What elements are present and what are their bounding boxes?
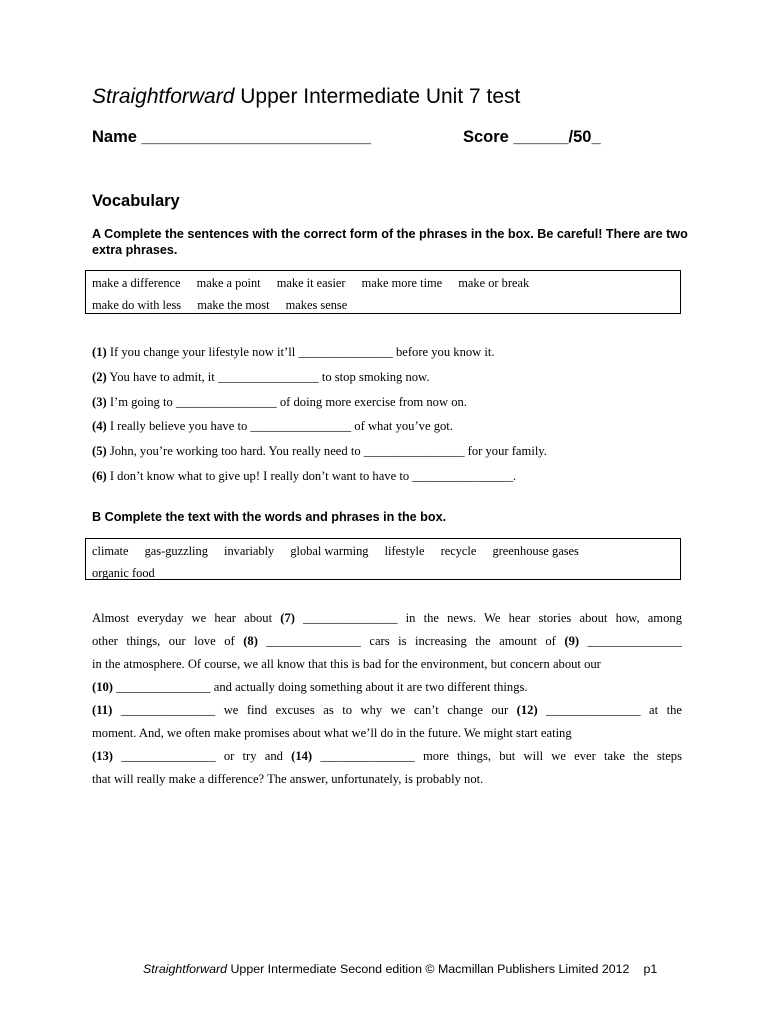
title-series-name: Straightforward <box>92 85 235 108</box>
title-text: Upper Intermediate Unit 7 test <box>234 85 521 108</box>
question-number: (4) <box>92 419 107 433</box>
passage-text: _______________ <box>579 634 683 648</box>
page-title <box>92 85 520 109</box>
passage-line <box>92 771 682 794</box>
gap-number: (11) <box>92 703 113 717</box>
word-item: global warming <box>290 544 369 558</box>
question-item <box>92 468 516 484</box>
question-text: If you change your lifestyle now it’ll _______________ before you know it. <box>106 345 495 359</box>
question-item <box>92 394 467 410</box>
passage-text: _______________ cars is increasing the amount of <box>257 634 565 648</box>
question-number: (2) <box>92 370 107 384</box>
part-a-instruction: A Complete the sentences with the correct form of the phrases in the box. Be careful! There are two extra phrases. <box>92 227 688 257</box>
gap-number: (7) <box>280 611 295 625</box>
passage-text: _______________ in the news. We hear stories about how, among <box>294 611 682 625</box>
passage-line <box>92 656 682 679</box>
question-number: (3) <box>92 395 107 409</box>
passage-line <box>92 679 682 702</box>
passage-text: that will really make a difference? The answer, unfortunately, is probably not. <box>92 772 484 786</box>
question-item <box>92 443 547 459</box>
word-item: gas-guzzling <box>144 544 208 558</box>
word-item: invariably <box>224 544 275 558</box>
score-field-label: Score ______/50_ <box>463 128 601 146</box>
question-text: You have to admit, it ________________ to stop smoking now. <box>106 370 430 384</box>
part-b-instruction: B Complete the text with the words and phrases in the box. <box>92 510 447 524</box>
passage-text: _______________ more things, but will we ever take the steps <box>312 749 683 763</box>
word-item: climate <box>92 544 129 558</box>
part-b-word-box <box>85 538 681 580</box>
part-a-phrase-box <box>85 270 681 314</box>
name-field-label: Name _________________________ <box>92 128 371 146</box>
phrase-item: make a difference <box>92 276 181 290</box>
footer-copyright: Upper Intermediate Second edition © Macmillan Publishers Limited 2012 <box>227 962 630 976</box>
passage-text: _______________ or try and <box>112 749 292 763</box>
question-number: (6) <box>92 469 107 483</box>
section-heading: Vocabulary <box>92 192 180 210</box>
word-box-line <box>92 541 674 563</box>
passage-line <box>92 633 682 656</box>
question-text: I’m going to ________________ of doing more exercise from now on. <box>106 395 467 409</box>
passage-text: in the atmosphere. Of course, we all know that this is bad for the environment, but concern about our <box>92 657 601 671</box>
passage-text: other things, our love of <box>92 634 244 648</box>
phrase-item: make it easier <box>276 276 346 290</box>
phrase-item: make do with less <box>92 298 182 312</box>
phrase-item: make a point <box>196 276 261 290</box>
passage-text: moment. And, we often make promises about what we’ll do in the future. We might start eating <box>92 726 572 740</box>
question-text: I really believe you have to ________________ of what you’ve got. <box>106 419 453 433</box>
phrase-item: make the most <box>197 298 270 312</box>
passage-line <box>92 610 682 633</box>
passage-line <box>92 725 682 748</box>
gap-number: (8) <box>243 634 258 648</box>
cloze-passage <box>92 610 682 794</box>
passage-text: _______________ at the <box>537 703 682 717</box>
footer-series-name: Straightforward <box>143 962 228 976</box>
question-text: John, you’re working too hard. You really need to ________________ for your family. <box>106 444 547 458</box>
passage-text: _______________ we find excuses as to why we can’t change our <box>112 703 517 717</box>
question-number: (1) <box>92 345 107 359</box>
gap-number: (9) <box>564 634 580 648</box>
phrase-item: make more time <box>361 276 443 290</box>
gap-number: (13) <box>92 749 113 763</box>
question-item <box>92 344 495 360</box>
passage-text: _______________ and actually doing something about it are two different things. <box>112 680 528 694</box>
question-number: (5) <box>92 444 107 458</box>
page-footer <box>143 962 657 976</box>
phrase-item: make or break <box>458 276 530 290</box>
gap-number: (10) <box>92 680 113 694</box>
question-item <box>92 418 453 434</box>
phrase-box-line <box>92 295 674 317</box>
word-item: greenhouse gases <box>492 544 579 558</box>
gap-number: (14) <box>291 749 313 763</box>
passage-text: Almost everyday we hear about <box>92 611 281 625</box>
phrase-box-line <box>92 273 674 295</box>
gap-number: (12) <box>516 703 538 717</box>
question-text: I don’t know what to give up! I really don’t want to have to ________________. <box>106 469 517 483</box>
passage-line <box>92 702 682 725</box>
page-number: p1 <box>643 962 658 976</box>
word-item: organic food <box>92 566 155 580</box>
word-item: recycle <box>440 544 477 558</box>
passage-line <box>92 748 682 771</box>
question-item <box>92 369 429 385</box>
word-item: lifestyle <box>384 544 425 558</box>
word-box-line <box>92 563 674 585</box>
phrase-item: makes sense <box>285 298 348 312</box>
